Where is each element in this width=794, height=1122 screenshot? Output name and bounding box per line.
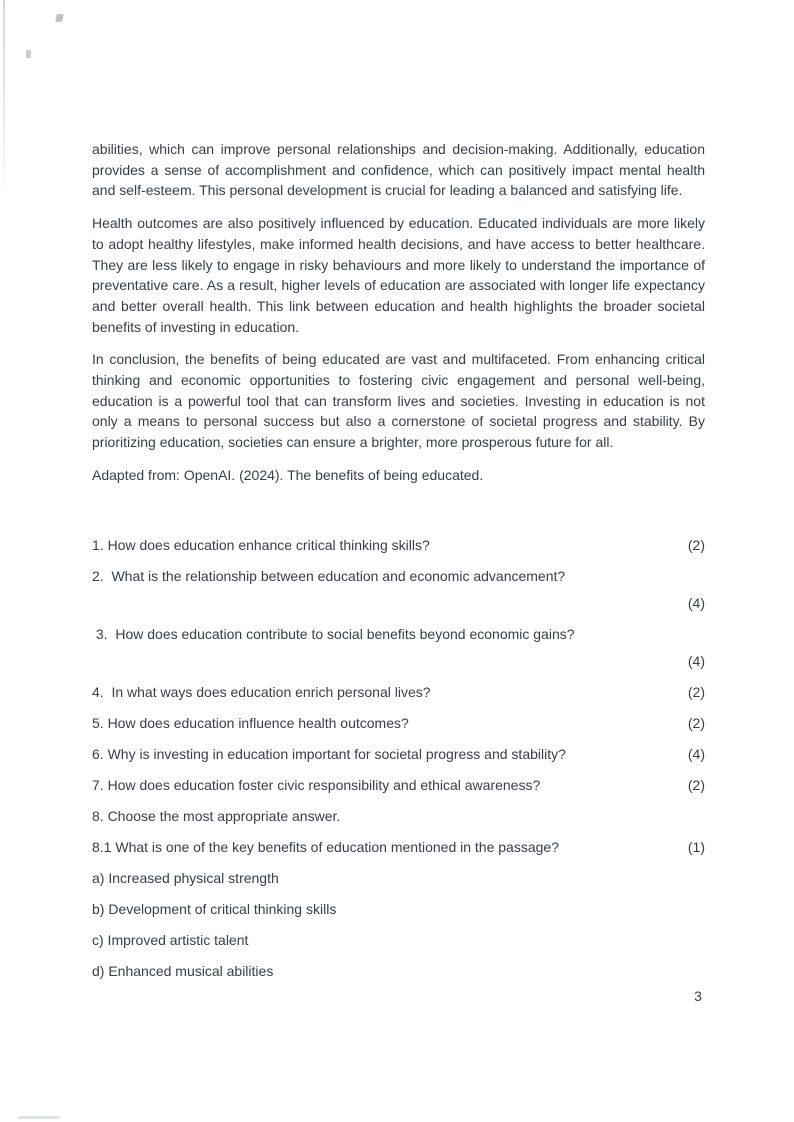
question-text: 8. Choose the most appropriate answer. xyxy=(92,807,341,824)
choice-option: d) Enhanced musical abilities xyxy=(92,962,274,979)
question-row xyxy=(92,566,705,587)
scan-artifact-speck xyxy=(26,50,31,58)
question-text: 1. How does education enhance critical thinking skills? xyxy=(92,536,430,553)
question-text: 2. What is the relationship between education and economic advancement? xyxy=(92,567,566,584)
question-row xyxy=(92,744,705,765)
question-marks: (4) xyxy=(687,745,705,762)
question-row xyxy=(92,624,705,645)
question-marks: (1) xyxy=(687,838,705,855)
question-row xyxy=(92,682,705,703)
choice-option: b) Development of critical thinking skills xyxy=(92,900,337,917)
question-text: 6. Why is investing in education important for societal progress and stability? xyxy=(92,745,566,762)
page-number: 3 xyxy=(694,988,702,1004)
scan-artifact-smudge xyxy=(18,1116,60,1119)
question-marks: (4) xyxy=(687,652,705,669)
question-row xyxy=(92,775,705,796)
question-list xyxy=(92,535,705,982)
question-marks: (2) xyxy=(687,683,705,700)
question-text: 3. How does education contribute to social benefits beyond economic gains? xyxy=(92,625,575,642)
choice-option: a) Increased physical strength xyxy=(92,869,279,886)
reading-passage xyxy=(92,139,705,486)
question-text: 8.1 What is one of the key benefits of education mentioned in the passage? xyxy=(92,838,559,855)
page-content xyxy=(92,139,705,992)
question-text: 5. How does education influence health outcomes? xyxy=(92,714,409,731)
question-marks: (2) xyxy=(687,714,705,731)
question-row xyxy=(92,806,705,827)
question-marks: (2) xyxy=(687,776,705,793)
question-row xyxy=(92,713,705,734)
question-marks: (4) xyxy=(687,594,705,611)
choice-option: c) Improved artistic talent xyxy=(92,931,249,948)
question-marks-row xyxy=(92,593,705,614)
question-text: 4. In what ways does education enrich personal lives? xyxy=(92,683,431,700)
question-row xyxy=(92,535,705,556)
question-text: 7. How does education foster civic responsibility and ethical awareness? xyxy=(92,776,541,793)
question-row xyxy=(92,837,705,858)
passage-paragraph: Health outcomes are also positively influenced by education. Educated individuals are more likely to adopt healthy lifestyles, make informed health decisions, and have access to better healthcare. They are less likely to engage in risky behaviours and more likely to understand the importance of preventative care. As a result, higher levels of education are associated with longer life expectancy and better overall health. This link between education and health highlights the broader societal benefits of investing in education. xyxy=(92,215,705,335)
passage-paragraph: abilities, which can improve personal relationships and decision-making. Additionally, education provides a sense of accomplishment and confidence, which can positively impact mental health and self-esteem. This personal development is crucial for leading a balanced and satisfying life. xyxy=(92,141,705,199)
question-marks-row xyxy=(92,651,705,672)
passage-paragraph: In conclusion, the benefits of being educated are vast and multifaceted. From enhancing critical thinking and economic opportunities to fostering civic engagement and personal well-being, education is a powerful tool that can transform lives and societies. Investing in education is not only a means to personal success but also a cornerstone of societal progress and stability. By prioritizing education, societies can ensure a brighter, more prosperous future for all. xyxy=(92,351,705,451)
source-citation: Adapted from: OpenAI. (2024). The benefits of being educated. xyxy=(92,466,484,483)
scan-artifact-left-edge-line xyxy=(3,0,5,195)
question-marks: (2) xyxy=(687,536,705,553)
scan-artifact-speck xyxy=(55,14,64,22)
